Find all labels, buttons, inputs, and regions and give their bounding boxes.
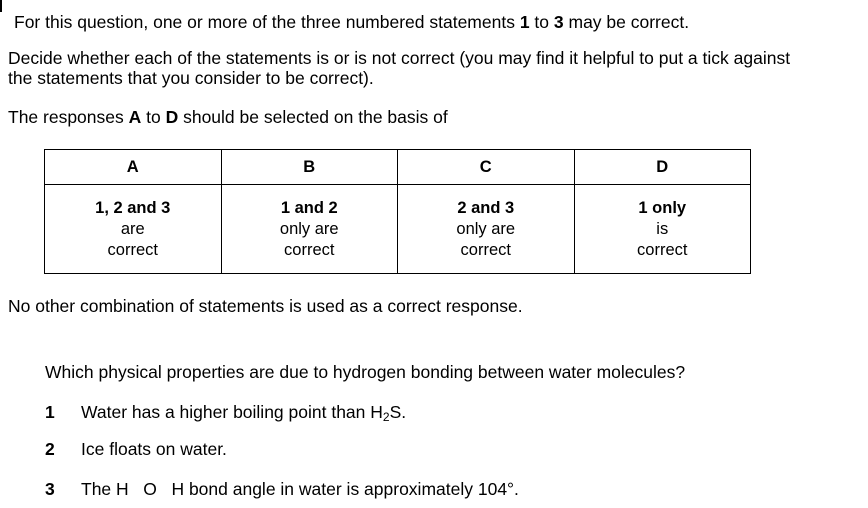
- response-range-end: D: [165, 107, 179, 127]
- cell-text: only are: [279, 219, 339, 238]
- cell-statements: 2 and 3: [457, 198, 515, 217]
- table-header-row: [45, 150, 751, 185]
- intro-line-1: [14, 12, 689, 32]
- intro-line-4: [8, 107, 448, 127]
- header-a: A: [45, 150, 222, 185]
- subscript: 2: [382, 410, 390, 424]
- statement-range-end: 3: [553, 12, 564, 32]
- intro-text: For this question, one or more of the three numbered statements: [14, 12, 520, 32]
- table-row: [45, 185, 751, 274]
- intro-line-2: Decide whether each of the statements is or is not correct (you may find it helpful to put a tick against: [8, 48, 791, 68]
- statement-text-part: Water has a higher boiling point than H: [81, 402, 383, 422]
- intro-line-3: the statements that you consider to be correct).: [8, 68, 374, 88]
- cell-text: correct: [284, 240, 335, 259]
- cell-c: [398, 185, 575, 274]
- statement-text-part: S.: [389, 402, 407, 422]
- cell-text: correct: [460, 240, 511, 259]
- intro-text: may be correct.: [563, 12, 690, 32]
- statement-text: Ice floats on water.: [81, 439, 227, 459]
- intro-text: should be selected on the basis of: [178, 107, 448, 127]
- header-b: B: [221, 150, 398, 185]
- response-key-table: [44, 149, 751, 274]
- cell-statements: 1 only: [638, 198, 687, 217]
- cell-a: [45, 185, 222, 274]
- cell-d: [574, 185, 751, 274]
- header-c: C: [398, 150, 575, 185]
- corner-mark: [0, 0, 2, 12]
- header-d: D: [574, 150, 751, 185]
- cell-statements: 1 and 2: [280, 198, 338, 217]
- statement-text: The H O H bond angle in water is approximately 104°.: [81, 479, 519, 499]
- response-range-start: A: [128, 107, 142, 127]
- statement-number: 2: [45, 439, 55, 459]
- note-text: No other combination of statements is used as a correct response.: [8, 296, 523, 316]
- intro-text: to: [141, 107, 166, 127]
- statement-number: 3: [45, 479, 55, 499]
- cell-text: are: [120, 219, 145, 238]
- question-stem: Which physical properties are due to hydrogen bonding between water molecules?: [45, 362, 686, 382]
- statement-range-start: 1: [519, 12, 530, 32]
- cell-statements: 1, 2 and 3: [95, 198, 171, 217]
- intro-text: to: [529, 12, 554, 32]
- cell-text: correct: [107, 240, 158, 259]
- statement-number: 1: [45, 402, 55, 422]
- statement-text: [81, 402, 406, 422]
- cell-text: is: [656, 219, 669, 238]
- intro-text: The responses: [8, 107, 129, 127]
- cell-b: [221, 185, 398, 274]
- cell-text: correct: [637, 240, 688, 259]
- cell-text: only are: [456, 219, 516, 238]
